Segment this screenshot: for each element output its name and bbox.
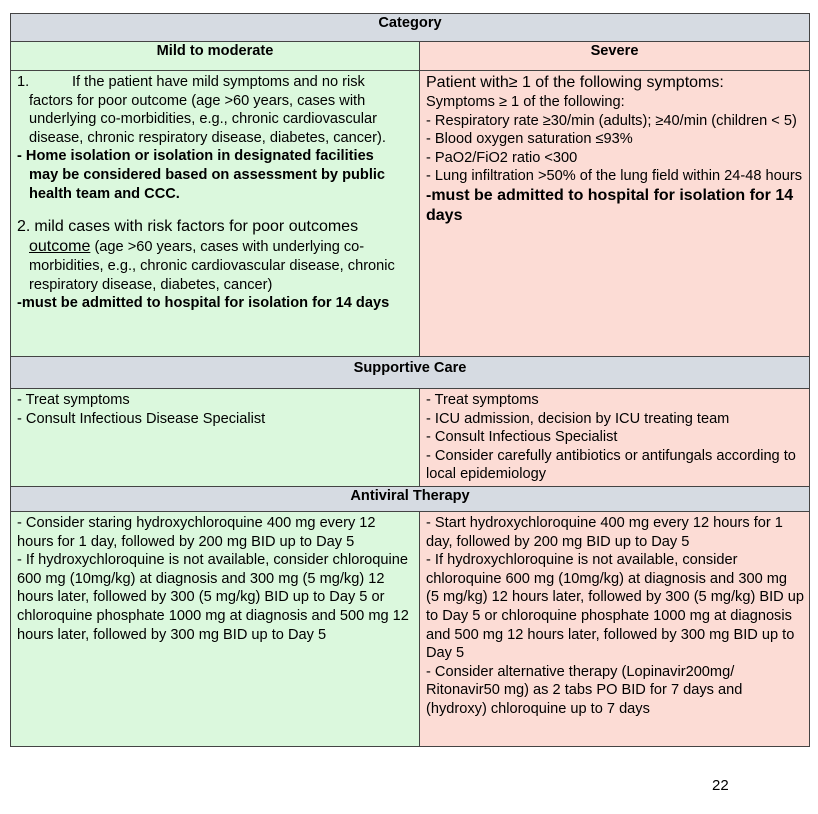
home-isolation-dash: - (17, 148, 26, 165)
antiviral-severe-cell (420, 511, 810, 746)
mild-item-2-rest: (age >60 years, cases with underlying co-morbidities, e.g., chronic cardiovascular disease, chronic respiratory disease, diabetes, cancer) (29, 239, 395, 293)
antiviral-therapy-header: Antiviral Therapy (11, 486, 810, 511)
mild-item-2-text-rest (17, 237, 414, 294)
antiviral-mild-item: - If hydroxychloroquine is not available, consider chloroquine 600 mg (10mg/kg) at diagnosis and 300 mg (5 mg/kg) 12 hours later, followed by 300 (5 mg/kg) BID up to Day 5 or chloroquine phosphate 1000 mg at diagnosis and 500 mg 12 hours later, followed by 300 mg BID up to Day 5 (17, 552, 409, 643)
page-number: 22 (712, 777, 729, 794)
home-isolation-rest: may be considered based on assessment by public health team and CCC. (29, 166, 386, 202)
severe-symptom-item: - PaO2/FiO2 ratio <300 (426, 149, 578, 166)
mild-item-2-underlined: outcome (29, 238, 91, 256)
home-isolation-note (17, 147, 414, 203)
supportive-severe-item: - Consult Infectious Specialist (426, 429, 618, 446)
antiviral-severe-item: - Start hydroxychloroquine 400 mg every 12 hours for 1 day, followed by 200 mg BID up to Day 5 (426, 514, 783, 550)
antiviral-severe-item: - If hydroxychloroquine is not available, consider chloroquine 600 mg (10mg/kg) at diagnosis and 300 mg (5 mg/kg) 12 hours later, followed by 300 (5 mg/kg) BID up to Day 5 or chloroquine phosphate 1000 mg at diagnosis and 500 mg 12 hours later, followed by 300 mg BID up to Day 5 (426, 552, 804, 662)
severe-symptom-item: - Blood oxygen saturation ≤93% (426, 131, 633, 148)
supportive-mild-item: - Treat symptoms (17, 392, 130, 408)
supportive-severe-item: - Treat symptoms (426, 392, 539, 408)
severe-intro: Patient with≥ 1 of the following symptoms: (426, 74, 724, 91)
severe-header: Severe (420, 42, 810, 71)
mild-item-2 (17, 217, 414, 294)
mild-to-moderate-header: Mild to moderate (11, 42, 420, 71)
supportive-care-severe-cell (420, 389, 810, 487)
supportive-care-mild-cell (11, 389, 420, 487)
mild-must-admit-note: -must be admitted to hospital for isolation for 14 days (17, 295, 390, 312)
severe-symptom-item: - Lung infiltration >50% of the lung field within 24-48 hours (426, 168, 803, 185)
severe-must-admit-note: -must be admitted to hospital for isolation for 14 days (426, 186, 794, 224)
treatment-guideline-table (10, 13, 810, 747)
mild-item-1-number: 1. (17, 74, 30, 90)
antiviral-mild-item: - Consider staring hydroxychloroquine 400 mg every 12 hours for 1 day, followed by 200 mg BID up to Day 5 (17, 514, 376, 550)
mild-item-1 (17, 73, 414, 147)
category-mild-cell (11, 71, 420, 357)
category-severe-cell (420, 71, 810, 357)
supportive-severe-item: - Consider carefully antibiotics or antifungals according to local epidemiology (426, 447, 796, 483)
home-isolation-first: Home isolation or isolation in designated facilities (25, 148, 374, 165)
mild-item-1-text-rest: factors for poor outcome (age >60 years, cases with underlying co-morbidities, e.g., chronic cardiovascular disease, chronic respiratory disease, diabetes, cancer). (29, 92, 386, 146)
mild-item-1-text-first: If the patient have mild symptoms and no risk (72, 74, 365, 90)
mild-item-2-text-first: mild cases with risk factors for poor outcomes (34, 218, 359, 236)
supportive-mild-item: - Consult Infectious Disease Specialist (17, 410, 266, 427)
severe-symptoms-header: Symptoms ≥ 1 of the following: (426, 94, 625, 110)
antiviral-mild-cell (11, 511, 420, 746)
supportive-severe-item: - ICU admission, decision by ICU treating team (426, 410, 730, 427)
supportive-care-header: Supportive Care (11, 357, 810, 389)
antiviral-severe-item: - Consider alternative therapy (Lopinavir200mg/ Ritonavir50 mg) as 2 tabs PO BID for 7 days and (hydroxy) chloroquine up to 7 days (426, 663, 743, 717)
category-header: Category (11, 14, 810, 42)
mild-item-2-number: 2. (17, 218, 31, 236)
severe-symptom-item: - Respiratory rate ≥30/min (adults); ≥40/min (children < 5) (426, 112, 797, 129)
